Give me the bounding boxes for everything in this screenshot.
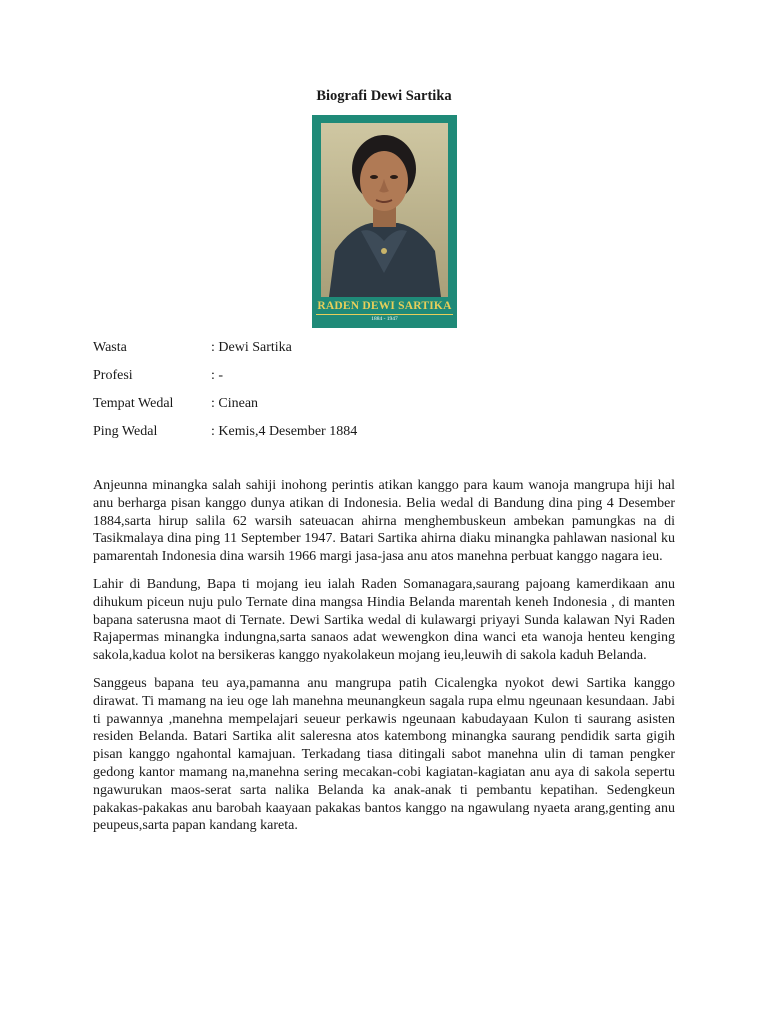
paragraph: Lahir di Bandung, Bapa ti mojang ieu ialah Raden Somanagara,saurang pajoang kamerdikaan anu dihukum piceun nuju pulo Ternate dina mangsa Hindia Belanda marentah keneh Indonesia , di manten bapana saterusna maot di Ternate. Dewi Sartika wedal di kulawargi priyayi Sunda kalawan Nyi Raden Rajapermas minangka indungna,sarta sanaos adat wewengkon dina wanci eta wanoja henteu kenging sakola,kadua kolot na bersikeras kanggo nyakolakeun mojang ieu,leuwih di sakola kaduh Belanda. (93, 576, 675, 664)
portrait-caption-divider (316, 314, 453, 315)
info-value: : Dewi Sartika (211, 340, 292, 355)
info-label: Ping Wedal (93, 424, 158, 439)
paragraph: Anjeunna minangka salah sahiji inohong perintis atikan kanggo para kaum wanoja mangrupa hiji hal anu berharga pisan kanggo dunya atikan di Indonesia. Belia wedal di Bandung dina ping 4 Desember 1884,sarta hirup salila 62 warsih sateuacan ahirna menghembuskeun ambekan pamungkas na di Tasikmalaya dina ping 11 September 1947. Batari Sartika ahirna diaku minangka pahlawan nasional ku pamarentah Indonesia dina warsih 1966 margi jasa-jasa anu atos manehna perbuat kanggo nagara ieu. (93, 478, 675, 565)
info-label: Wasta (93, 340, 127, 355)
info-value: : - (211, 368, 224, 383)
info-label: Tempat Wedal (93, 396, 174, 411)
info-label: Profesi (93, 368, 133, 383)
portrait-dates: 1884 - 1947 (371, 316, 398, 322)
document-title: Biografi Dewi Sartika (316, 88, 452, 104)
portrait-caption: RADEN DEWI SARTIKA (317, 300, 452, 312)
biography-body (93, 477, 675, 845)
portrait-photo (321, 123, 448, 297)
info-value: : Cinean (211, 396, 259, 411)
info-value: : Kemis,4 Desember 1884 (211, 424, 358, 439)
portrait-figure-icon (321, 123, 448, 297)
portrait-frame (312, 115, 457, 328)
paragraph: Sanggeus bapana teu aya,pamanna anu mangrupa patih Cicalengka nyokot dewi Sartika kanggo dirawat. Ti mamang na ieu oge lah manehna meunangkeun sagala rupa elmu ngeunaan kesundaan. Jabi ti pawannya ,manehna mempelajari seueur perkawis ngeunaan kabudayaan Kulon ti saurang asisten residen Belanda. Batari Sartika alit saleresna atos katembong minangka saurang pendidik sarta gigih pisan kanggo ngahontal kamajuan. Terkadang tiasa ditingali sabot manehna ulin di taman pengker gedong kantor mamang na,manehna sering mecakan-cobi kagiatan-kagiatan anu aya di sakola sepertu ngawurukan maos-serat sarta nalika Belanda ka anak-anak ti pembantu kepatihan. Sedengkeun pakakas-pakakas anu barobah kaayaan pakakas bantos kanggo na ngawulang nyaeta arang,genting anu peupeus,sarta papan kandang kareta. (93, 675, 675, 834)
